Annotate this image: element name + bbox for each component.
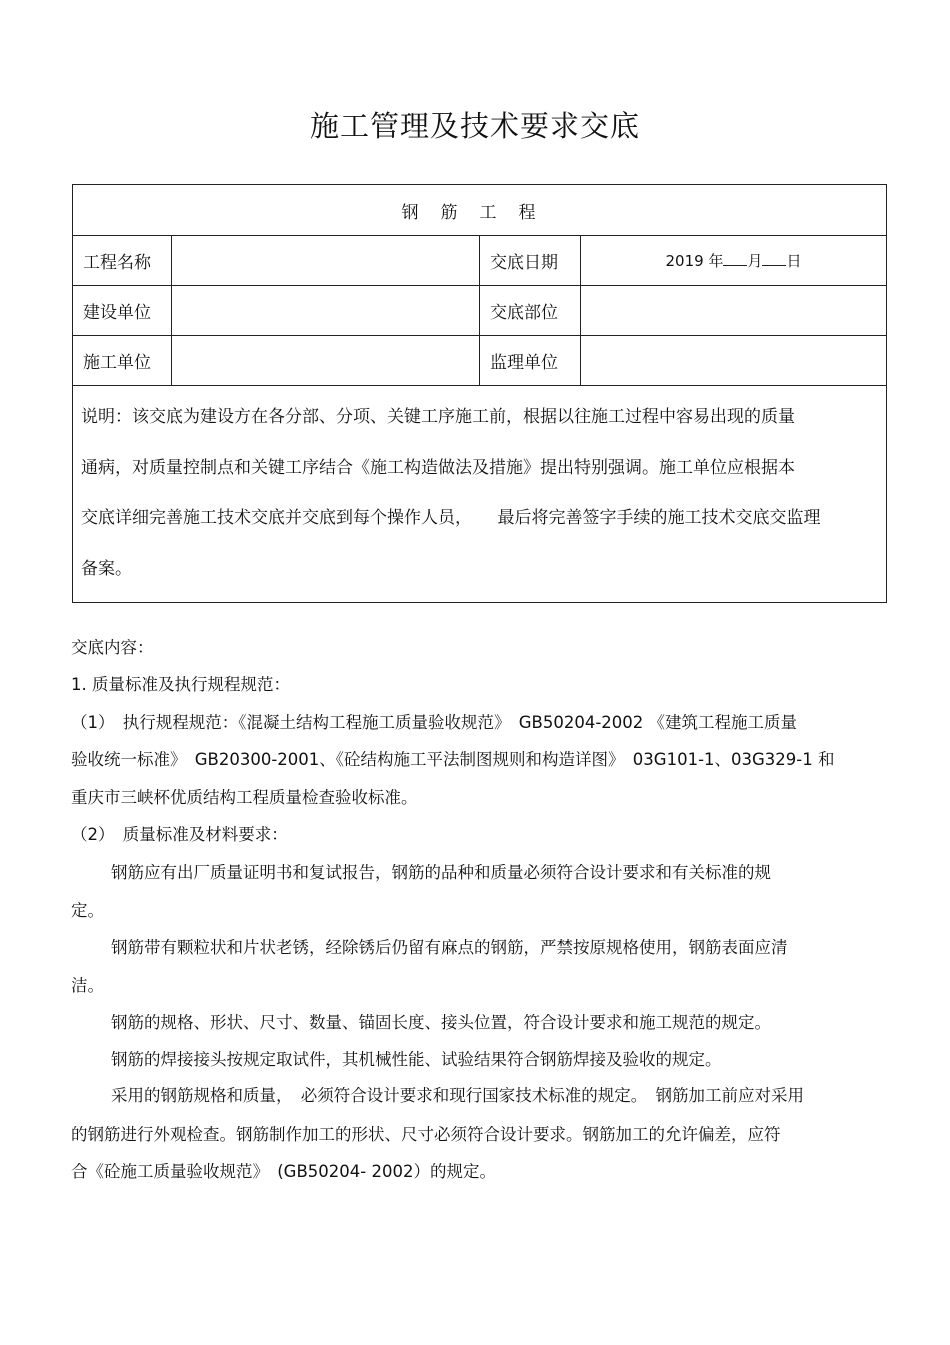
info-table xyxy=(72,184,887,603)
project-name-value xyxy=(172,236,480,286)
paragraph-line: 钢筋的规格、形状、尺寸、数量、锚固长度、接头位置，符合设计要求和施工规范的规定。 xyxy=(111,1013,771,1032)
handover-part-value xyxy=(581,286,887,336)
item1-line: 重庆市三峡杯优质结构工程质量检查验收标准。 xyxy=(71,788,418,807)
handover-date-label: 交底日期 xyxy=(480,236,581,286)
handover-part-label: 交底部位 xyxy=(480,286,581,336)
supervision-unit-label: 监理单位 xyxy=(480,336,581,386)
paragraph-line: 洁。 xyxy=(71,976,104,995)
note-line: 交底详细完善施工技术交底并交底到每个操作人员， 最后将完善签字手续的施工技术交底交监理 xyxy=(81,508,821,528)
owner-unit-value xyxy=(172,286,480,336)
owner-unit-label: 建设单位 xyxy=(73,286,172,336)
paragraph-line: 采用的钢筋规格和质量， 必须符合设计要求和现行国家技术标准的规定。 钢筋加工前应对采用 xyxy=(111,1086,804,1105)
date-year: 2019 年 xyxy=(665,252,724,270)
item2-heading: （2） 质量标准及材料要求： xyxy=(71,825,288,844)
section-heading: 1. 质量标准及执行规程规范： xyxy=(71,675,290,694)
table-row xyxy=(73,236,887,286)
date-month: 月 xyxy=(747,252,763,270)
paragraph-line: 合《砼施工质量验收规范》 (GB50204- 2002）的规定。 xyxy=(71,1162,496,1181)
paragraph-line: 定。 xyxy=(71,901,104,920)
content-intro: 交底内容： xyxy=(71,638,154,657)
document-title: 施工管理及技术要求交底 xyxy=(309,109,640,143)
table-row xyxy=(73,286,887,336)
table-header: 钢筋工程 xyxy=(73,185,887,236)
paragraph-line: 钢筋的焊接接头按规定取试件，其机械性能、试验结果符合钢筋焊接及验收的规定。 xyxy=(111,1050,722,1069)
date-day: 日 xyxy=(786,252,802,270)
construction-unit-label: 施工单位 xyxy=(73,336,172,386)
note-line: 说明：该交底为建设方在各分部、分项、关键工序施工前，根据以往施工过程中容易出现的质量 xyxy=(81,407,795,427)
note-cell xyxy=(73,386,887,603)
note-line: 通病，对质量控制点和关键工序结合《施工构造做法及措施》提出特别强调。施工单位应根据本 xyxy=(81,457,795,478)
item1-line: 验收统一标准》 GB20300-2001、《砼结构施工平法制图规则和构造详图》 03G101-1、03G329-1 和 xyxy=(71,750,835,769)
note-line: 备案。 xyxy=(81,558,132,579)
paragraph-line: 钢筋应有出厂质量证明书和复试报告，钢筋的品种和质量必须符合设计要求和有关标准的规 xyxy=(111,863,771,882)
supervision-unit-value xyxy=(581,336,887,386)
project-name-label: 工程名称 xyxy=(73,236,172,286)
paragraph-line: 的钢筋进行外观检查。钢筋制作加工的形状、尺寸必须符合设计要求。钢筋加工的允许偏差，应符 xyxy=(71,1125,781,1144)
handover-date-value xyxy=(581,236,887,286)
table-row xyxy=(73,336,887,386)
item1-line: （1） 执行规程规范：《混凝土结构工程施工质量验收规范》 GB50204-2002 《建筑工程施工质量 xyxy=(71,713,798,732)
construction-unit-value xyxy=(172,336,480,386)
paragraph-line: 钢筋带有颗粒状和片状老锈，经除锈后仍留有麻点的钢筋，严禁按原规格使用，钢筋表面应清 xyxy=(111,938,788,957)
